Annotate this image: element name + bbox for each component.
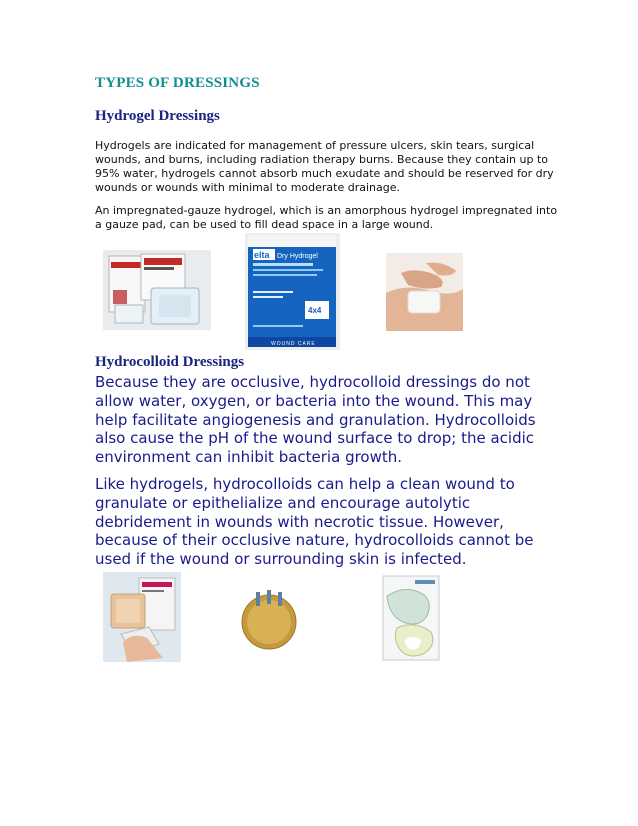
elta-dry-hydrogel-package-image <box>245 233 340 350</box>
package-brand: elta <box>254 250 270 260</box>
hydrogel-heading: Hydrogel Dressings <box>95 108 220 124</box>
hand-with-dressing-image <box>386 253 463 331</box>
hydrogel-paragraph-1: Hydrogels are indicated for management of pressure ulcers, skin tears, surgical wounds, and burns, including radiation therapy burns. Because they contain up to 95% water, hydrogels cannot absorb much exudate and should be reserved for dry wounds or wounds with minimal to moderate drainage. <box>95 139 554 194</box>
hydrogel-boxes-image <box>103 250 211 330</box>
hydrogel-paragraph-2: An impregnated-gauze hydrogel, which is an amorphous hydrogel impregnated into a gauze pad, can be used to fill dead space in a large wound. <box>95 204 558 231</box>
package-product: Dry Hydrogel <box>277 253 318 260</box>
round-hydrocolloid-dressing-image <box>236 588 302 650</box>
hydrocolloid-paragraph-2: Like hydrogels, hydrocolloids can help a clean wound to granulate or epithelialize and encourage autolytic debridement in wounds with necrotic tissue. However, because of their occlusive nature, hydrocolloids cannot be used if the wound or surrounding skin is infected. <box>95 475 534 569</box>
package-footer: WOUND CARE <box>271 341 316 347</box>
package-size: 4x4 <box>308 306 322 315</box>
shaped-hydrocolloid-dressing-image <box>375 572 447 669</box>
page-title: TYPES OF DRESSINGS <box>95 75 260 91</box>
hydrocolloid-paragraph-1: Because they are occlusive, hydrocolloid dressings do not allow water, oxygen, or bacteria into the wound. This may help facilitate angiogenesis and granulation. Hydrocolloids also cause the pH of the wound surface to drop; the acidic environment can inhibit bacteria growth. <box>95 373 536 467</box>
hydrocolloid-heading: Hydrocolloid Dressings <box>95 354 245 370</box>
hydrocolloid-package-hand-image <box>103 572 181 662</box>
